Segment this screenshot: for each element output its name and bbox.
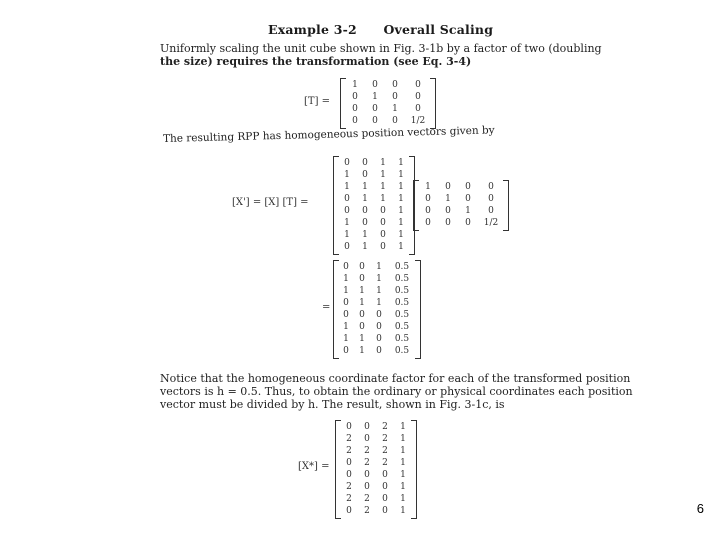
matrix-cell: 2 <box>364 494 370 504</box>
x-matrix <box>333 156 415 255</box>
intro-paragraph <box>160 42 602 68</box>
matrix-cell: 1 <box>380 158 386 168</box>
matrix-cell: 1 <box>362 194 368 204</box>
matrix-cell: 0 <box>343 298 349 308</box>
matrix-cell: 0 <box>344 158 350 168</box>
resulting-text: The resulting RPP has homogeneous position vectors given by <box>162 124 495 145</box>
matrix-cell: 1 <box>376 274 382 284</box>
matrix-cell: 0 <box>465 182 471 192</box>
matrix-cell: 1 <box>465 206 471 216</box>
matrix-cell: 0.5 <box>394 346 410 356</box>
matrix-cell: 0 <box>415 104 421 114</box>
matrix-cell: 1 <box>362 242 368 252</box>
matrix-cell: 0 <box>465 218 471 228</box>
matrix-cell: 0 <box>376 346 382 356</box>
matrix-cell: 2 <box>364 458 370 468</box>
matrix-cell: 0 <box>382 506 388 516</box>
matrix-cell: 0 <box>352 104 358 114</box>
matrix-cell: 1 <box>400 446 406 456</box>
matrix-cell: 1 <box>362 182 368 192</box>
notice-line: vectors is h = 0.5. Thus, to obtain the ordinary or physical coordinates each position <box>160 385 633 398</box>
matrix-cell: 1 <box>398 194 404 204</box>
notice-line: Notice that the homogeneous coordinate factor for each of the transformed position <box>160 372 631 385</box>
matrix-cell: 2 <box>364 446 370 456</box>
matrix-cell: 0 <box>415 80 421 90</box>
matrix-cell: 1 <box>398 218 404 228</box>
matrix-cell: 0.5 <box>394 322 410 332</box>
matrix-cell: 2 <box>364 506 370 516</box>
matrix-cell: 0 <box>445 218 451 228</box>
matrix-cell: 0 <box>364 434 370 444</box>
matrix-cell: 0 <box>359 274 365 284</box>
matrix-cell: 1 <box>359 334 365 344</box>
matrix-cell: 0 <box>346 506 352 516</box>
matrix-cell: 0 <box>445 182 451 192</box>
matrix-cell: 0 <box>372 116 378 126</box>
matrix-cell: 0 <box>344 206 350 216</box>
matrix-cell: 0.5 <box>394 298 410 308</box>
matrix-cell: 0 <box>364 422 370 432</box>
matrix-cell: 0 <box>425 206 431 216</box>
matrix-cell: 2 <box>346 482 352 492</box>
matrix-cell: 0 <box>343 346 349 356</box>
matrix-cell: 0 <box>352 92 358 102</box>
matrix-cell: 0 <box>376 310 382 320</box>
matrix-cell: 0 <box>380 230 386 240</box>
matrix-cell: 0 <box>425 218 431 228</box>
final-matrix-label: [X*] = <box>298 461 330 472</box>
matrix-cell: 0 <box>382 482 388 492</box>
matrix-cell: 0 <box>362 158 368 168</box>
matrix-cell: 0 <box>382 494 388 504</box>
notice-paragraph <box>160 372 633 411</box>
matrix-cell: 0 <box>343 262 349 272</box>
matrix-cell: 1 <box>343 274 349 284</box>
matrix-cell: 0 <box>380 218 386 228</box>
matrix-cell: 1 <box>400 470 406 480</box>
intro-line: the size) requires the transformation (see Eq. 3-4) <box>160 55 472 68</box>
matrix-cell: 0 <box>359 310 365 320</box>
matrix-cell: 1 <box>343 322 349 332</box>
matrix-cell: 1 <box>400 482 406 492</box>
matrix-cell: 1 <box>344 182 350 192</box>
matrix-cell: 0 <box>359 262 365 272</box>
matrix-cell: 1 <box>392 104 398 114</box>
matrix-cell: 0 <box>362 170 368 180</box>
matrix-cell: 1 <box>376 262 382 272</box>
matrix-cell: 1 <box>400 458 406 468</box>
example-number: Example 3-2 <box>268 22 357 37</box>
matrix-cell: 1 <box>398 182 404 192</box>
matrix-cell: 1 <box>400 422 406 432</box>
matrix-cell: 1 <box>343 334 349 344</box>
matrix-cell: 1 <box>344 218 350 228</box>
example-title: Overall Scaling <box>383 22 494 37</box>
matrix-cell: 0 <box>392 80 398 90</box>
notice-line: vector must be divided by h. The result, shown in Fig. 3-1c, is <box>160 398 505 411</box>
matrix-cell: 1 <box>425 182 431 192</box>
matrix-cell: 1 <box>362 230 368 240</box>
matrix-cell: 2 <box>346 434 352 444</box>
matrix-cell: 2 <box>346 446 352 456</box>
matrix-cell: 0 <box>346 470 352 480</box>
matrix-cell: 1 <box>352 80 358 90</box>
matrix-cell: 1 <box>398 242 404 252</box>
matrix-cell: 1 <box>398 206 404 216</box>
matrix-cell: 2 <box>382 446 388 456</box>
matrix-cell: 0 <box>415 92 421 102</box>
matrix-cell: 1 <box>398 170 404 180</box>
matrix-cell: 0 <box>380 206 386 216</box>
matrix-cell: 0 <box>364 482 370 492</box>
matrix-cell: 2 <box>382 422 388 432</box>
page-number: 6 <box>696 501 704 516</box>
matrix-cell: 1 <box>400 434 406 444</box>
matrix-cell: 0 <box>392 116 398 126</box>
matrix-cell: 0 <box>352 116 358 126</box>
matrix-cell: 0 <box>359 322 365 332</box>
matrix-cell: 1 <box>372 92 378 102</box>
matrix-cell: 1 <box>398 158 404 168</box>
matrix-cell: 0 <box>376 334 382 344</box>
matrix-cell: 1 <box>376 286 382 296</box>
matrix-cell: 0 <box>488 194 494 204</box>
matrix-cell: 1 <box>398 230 404 240</box>
matrix-cell: 0.5 <box>394 310 410 320</box>
t-matrix <box>340 78 436 129</box>
intro-line: Uniformly scaling the unit cube shown in Fig. 3-1b by a factor of two (doubling <box>160 42 602 55</box>
matrix-cell: 0.5 <box>394 286 410 296</box>
matrix-cell: 0 <box>372 104 378 114</box>
matrix-cell: 1 <box>380 170 386 180</box>
matrix-cell: 0 <box>346 458 352 468</box>
matrix-cell: 0 <box>344 194 350 204</box>
matrix-cell: 0 <box>362 206 368 216</box>
matrix-cell: 0.5 <box>394 274 410 284</box>
matrix-cell: 1 <box>343 286 349 296</box>
example-heading <box>268 22 493 37</box>
matrix-cell: 0 <box>364 470 370 480</box>
matrix-cell: 0 <box>362 218 368 228</box>
matrix-cell: 1/2 <box>483 218 499 228</box>
final-matrix <box>335 420 417 519</box>
matrix-cell: 0 <box>392 92 398 102</box>
matrix-cell: 0 <box>344 242 350 252</box>
matrix-cell: 0 <box>465 194 471 204</box>
matrix-cell: 0 <box>380 242 386 252</box>
matrix-cell: 0 <box>372 80 378 90</box>
matrix-cell: 0 <box>425 194 431 204</box>
matrix-cell: 1 <box>376 298 382 308</box>
matrix-cell: 1 <box>445 194 451 204</box>
matrix-cell: 1 <box>344 230 350 240</box>
matrix-cell: 1 <box>344 170 350 180</box>
matrix-cell: 1 <box>359 286 365 296</box>
matrix-cell: 0 <box>343 310 349 320</box>
t-matrix-small <box>413 180 509 231</box>
matrix-cell: 1 <box>380 182 386 192</box>
matrix-cell: 1 <box>380 194 386 204</box>
matrix-cell: 2 <box>346 494 352 504</box>
matrix-cell: 0 <box>382 470 388 480</box>
t-matrix-label: [T] = <box>304 96 331 107</box>
matrix-cell: 1 <box>359 298 365 308</box>
matrix-cell: 0 <box>488 182 494 192</box>
matrix-cell: 1 <box>400 494 406 504</box>
matrix-cell: 0.5 <box>394 334 410 344</box>
matrix-cell: 0 <box>376 322 382 332</box>
matrix-cell: 1 <box>400 506 406 516</box>
matrix-cell: 2 <box>382 434 388 444</box>
matrix-cell: 0 <box>346 422 352 432</box>
matrix-cell: 0 <box>445 206 451 216</box>
result-matrix <box>333 260 421 359</box>
matrix-cell: 2 <box>382 458 388 468</box>
equation-1-label: [X'] = [X] [T] = <box>232 197 309 208</box>
equation-2-label: = <box>322 302 331 313</box>
matrix-cell: 1/2 <box>410 116 426 126</box>
matrix-cell: 0 <box>488 206 494 216</box>
matrix-cell: 1 <box>359 346 365 356</box>
matrix-cell: 0.5 <box>394 262 410 272</box>
